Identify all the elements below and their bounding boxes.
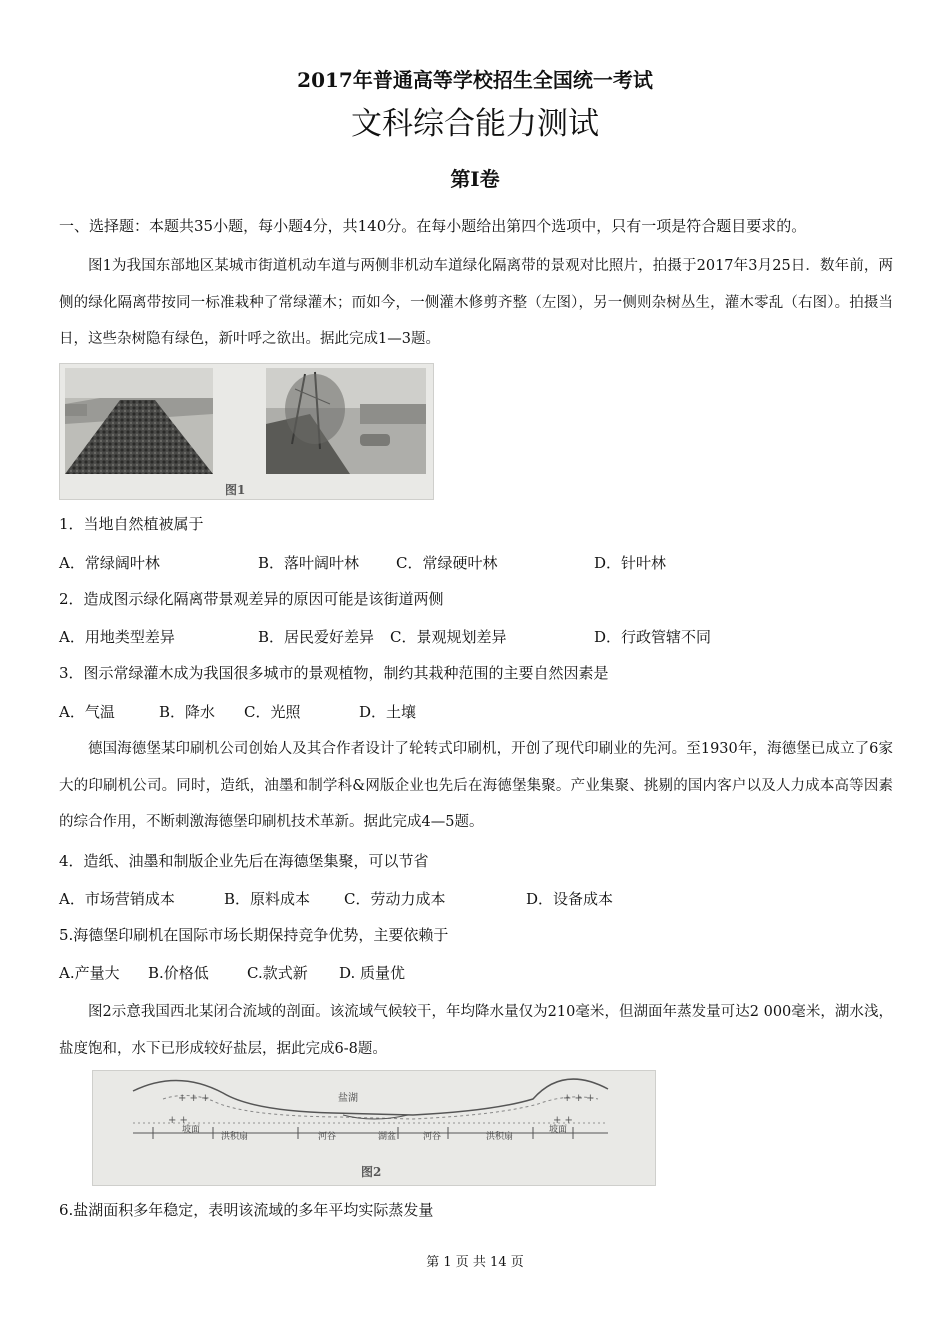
option-c[interactable]: C．劳动力成本 (344, 890, 446, 908)
option-a[interactable]: A．常绿阔叶林 (59, 554, 160, 572)
zone-label: 洪积扇 (221, 1132, 249, 1142)
option-c[interactable]: C.款式新 (247, 964, 308, 982)
option-b[interactable]: B．原料成本 (224, 890, 311, 908)
option-d[interactable]: D．行政管辖不同 (594, 628, 712, 646)
question-4-options (59, 888, 893, 908)
question-2-stem: 2．造成图示绿化隔离带景观差异的原因可能是该街道两侧 (59, 590, 444, 608)
passage-1: 图1为我国东部地区某城市街道机动车道与两侧非机动车道绿化隔离带的景观对比照片，拍摄于2017年3月25日．数年前，两侧的绿化隔离带按同一标准栽种了常绿灌木；而如今，一侧灌木修剪齐整（左图），另一侧则杂树丛生，灌木零乱（右图）。拍摄当日，这些杂树隐有绿色，新叶呼之欲出。据此完成1—3题。 (59, 258, 893, 347)
page-footer: 第 1 页 共 14 页 (426, 1255, 524, 1270)
question-5-options (59, 962, 893, 982)
option-c[interactable]: C．景观规划差异 (390, 628, 507, 646)
salt-lake-label: 盐湖 (338, 1093, 358, 1104)
question-4-stem: 4．造纸、油墨和制版企业先后在海德堡集聚，可以节省 (59, 852, 429, 870)
figure-1-caption: 图1 (225, 483, 246, 497)
question-3-options (59, 701, 893, 721)
question-5-stem: 5.海德堡印刷机在国际市场长期保持竞争优势，主要依赖于 (59, 926, 449, 944)
question-6-stem: 6.盐湖面积多年稳定，表明该流域的多年平均实际蒸发量 (59, 1201, 434, 1219)
option-a[interactable]: A.产量大 (59, 964, 120, 982)
svg-text:+ +: + + (553, 1115, 573, 1126)
zone-label: 河谷 (423, 1132, 442, 1142)
option-b[interactable]: B．居民爱好差异 (258, 628, 375, 646)
passage-2: 德国海德堡某印刷机公司创始人及其合作者设计了轮转式印刷机，开创了现代印刷业的先河。至1930年，海德堡已成立了6家大的印刷机公司。同时，造纸，油墨和制学科&网版企业也先后在海德堡集聚。产业集聚、挑剔的国内客户以及人力成本高等因素的综合作用，不断刺激海德堡印刷机技术革新。据此完成4—5题。 (59, 741, 893, 830)
figure-2 (92, 1070, 656, 1186)
zone-label: 坡面 (181, 1125, 200, 1135)
option-b[interactable]: B．降水 (159, 703, 216, 721)
question-1-stem: 1．当地自然植被属于 (59, 515, 204, 533)
option-d[interactable]: D．设备成本 (526, 890, 614, 908)
figure-1-photos (60, 364, 433, 499)
figure-2-caption: 图2 (361, 1165, 382, 1179)
option-d[interactable]: D. 质量优 (339, 964, 406, 982)
option-c[interactable]: C．光照 (244, 703, 301, 721)
section-heading: 第Ⅰ卷 (450, 167, 500, 191)
option-c[interactable]: C．常绿硬叶林 (396, 554, 498, 572)
svg-text:+ + +: + + + (563, 1093, 595, 1104)
question-2-options (59, 626, 893, 646)
option-a[interactable]: A．气温 (59, 703, 115, 721)
zone-label: 湖盆 (378, 1132, 397, 1142)
svg-text:+ + +: + + + (178, 1093, 210, 1104)
exam-title: 2017年普通高等学校招生全国统一考试 (297, 68, 653, 92)
option-b[interactable]: B.价格低 (148, 964, 209, 982)
question-3-stem: 3．图示常绿灌木成为我国很多城市的景观植物，制约其栽种范围的主要自然因素是 (59, 664, 609, 682)
option-a[interactable]: A．市场营销成本 (59, 890, 175, 908)
instructions: 一、选择题：本题共35小题，每小题4分，共140分。在每小题给出第四个选项中，只有一项是符合题目要求的。 (59, 217, 807, 235)
zone-label: 坡面 (548, 1125, 567, 1135)
option-d[interactable]: D．针叶林 (594, 554, 667, 572)
figure-1 (59, 363, 434, 500)
passage-3: 图2示意我国西北某闭合流域的剖面。该流域气候较干，年均降水量仅为210毫米，但湖面年蒸发量可达2 000毫米，湖水浅，盐度饱和，水下已形成较好盐层，据此完成6-8题。 (59, 1004, 893, 1057)
zone-label: 洪积扇 (486, 1132, 514, 1142)
option-d[interactable]: D．土壤 (359, 703, 417, 721)
option-a[interactable]: A．用地类型差异 (59, 628, 175, 646)
zone-label: 河谷 (318, 1132, 337, 1142)
svg-text:+ +: + + (168, 1115, 188, 1126)
question-1-options (59, 552, 893, 572)
option-b[interactable]: B．落叶阔叶林 (258, 554, 360, 572)
exam-subtitle: 文科综合能力测试 (351, 106, 599, 142)
